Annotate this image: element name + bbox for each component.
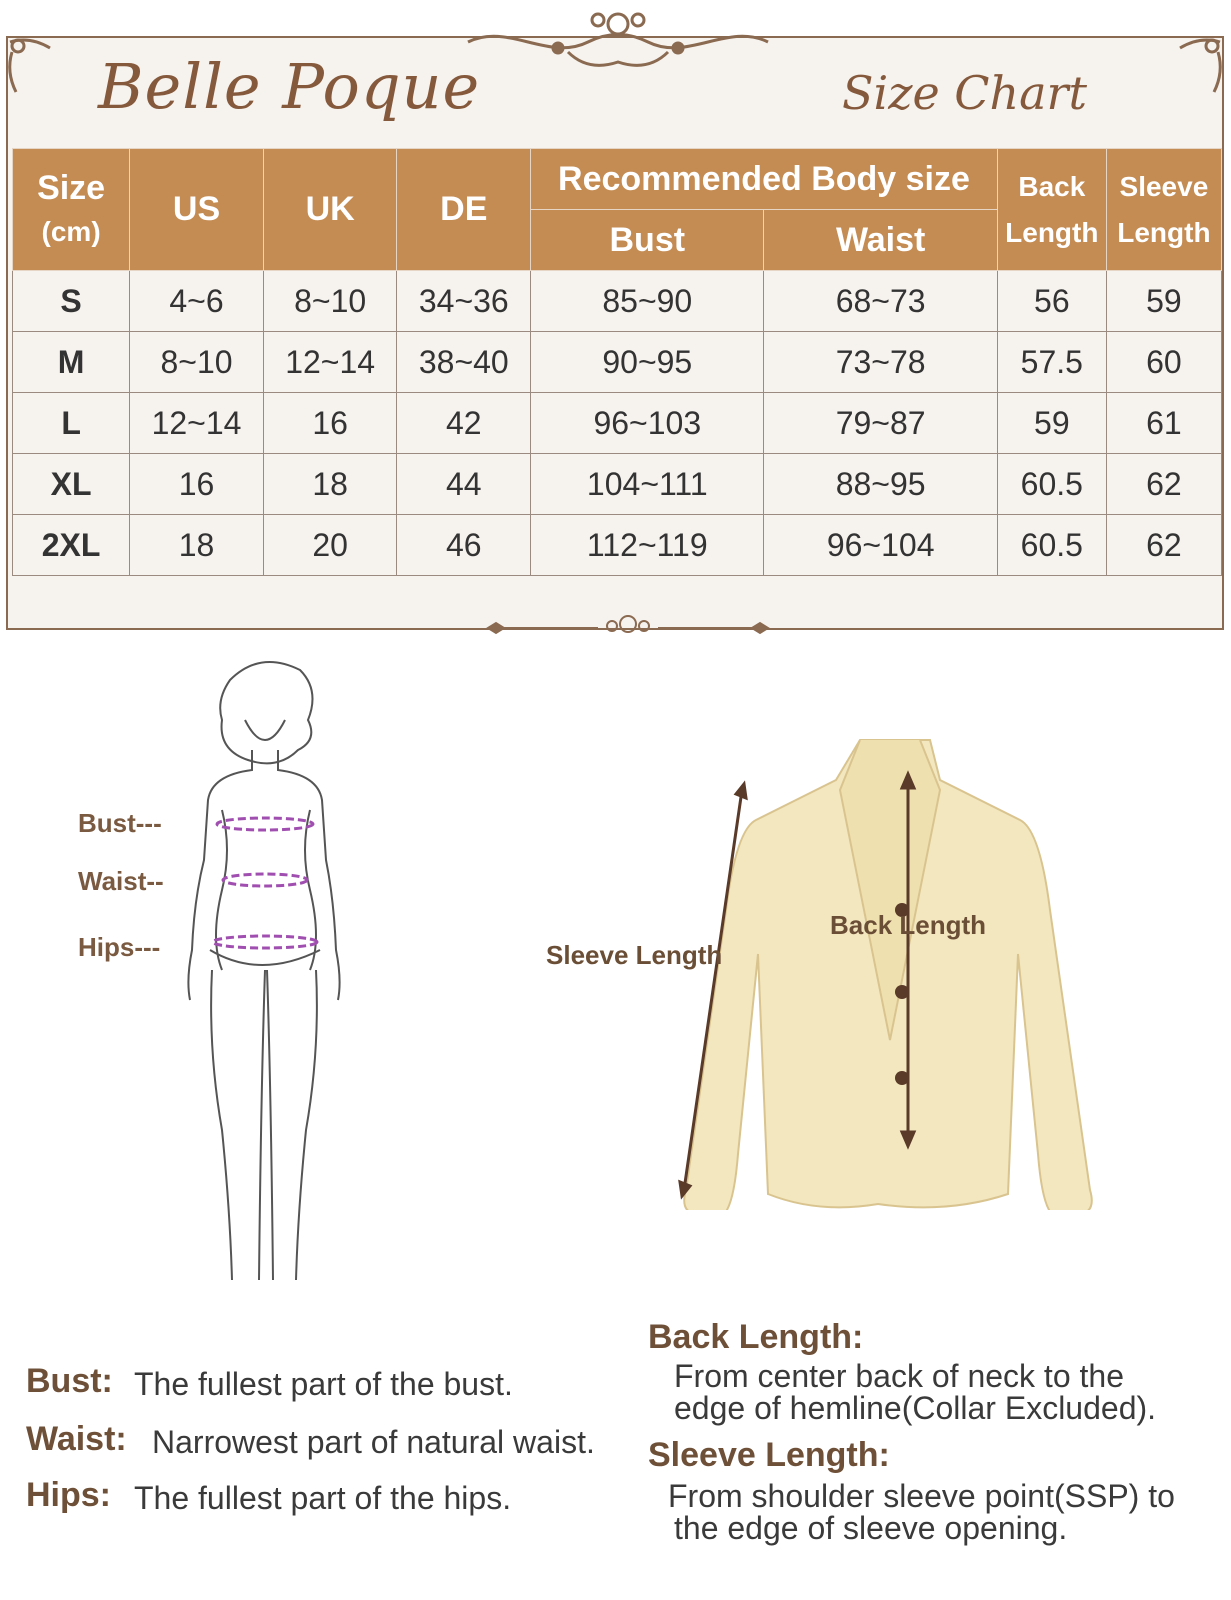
table-cell: 34~36 [397,271,531,332]
table-cell: 90~95 [531,332,764,393]
table-cell: 88~95 [764,454,997,515]
table-row [13,515,1222,576]
table-row [13,332,1222,393]
hips-label: Hips--- [78,932,161,962]
table-cell: 4~6 [130,271,264,332]
header-recommended: Recommended Body size [531,149,998,210]
table-cell: 79~87 [764,393,997,454]
page-title: Size Chart [842,66,1088,120]
header-us: US [130,149,264,271]
header-sleeve-label: Sleeve [1119,170,1209,202]
sleeve-length-definition-term: Sleeve Length: [648,1436,890,1474]
header-bust: Bust [531,210,764,271]
header-waist: Waist [764,210,997,271]
header-back-label: Back [1018,170,1086,202]
back-length-definition-term: Back Length: [648,1318,864,1356]
table-cell: 59 [997,393,1106,454]
corner-ornament-icon [4,32,64,102]
table-row [13,393,1222,454]
table-row [13,271,1222,332]
header-uk: UK [263,149,397,271]
table-cell: 61 [1106,393,1221,454]
table-row [13,454,1222,515]
table-cell: 18 [263,454,397,515]
header-size-unit: (cm) [41,215,101,247]
table-cell: 8~10 [130,332,264,393]
back-length-label: Back Length [830,910,987,940]
waist-label: Waist-- [78,866,164,896]
table-cell: 12~14 [130,393,264,454]
table-cell: 62 [1106,515,1221,576]
table-cell: 85~90 [531,271,764,332]
header-de: DE [397,149,531,271]
table-cell: 38~40 [397,332,531,393]
waist-definition-term: Waist: [26,1420,127,1458]
sleeve-length-definition-line-1: From shoulder sleeve point(SSP) to [668,1478,1175,1514]
back-length-definition-line-2: edge of hemline(Collar Excluded). [674,1390,1157,1426]
back-length-definition-line-1: From center back of neck to the [674,1358,1124,1394]
table-cell: 60.5 [997,454,1106,515]
table-cell: 68~73 [764,271,997,332]
table-cell: 8~10 [263,271,397,332]
header-back-label-2: Length [1005,216,1099,248]
table-cell: M [13,332,130,393]
table-cell: 60 [1106,332,1221,393]
size-table [12,148,1222,576]
hips-definition-text: The fullest part of the hips. [134,1480,512,1516]
bust-label: Bust--- [78,808,162,838]
table-cell: 44 [397,454,531,515]
header-size [13,149,130,271]
table-cell: 16 [130,454,264,515]
header-sleeve-length [1106,149,1221,271]
hips-definition-term: Hips: [26,1476,111,1514]
sleeve-length-label: Sleeve Length [546,940,723,970]
body-figure-illustration [170,650,360,1300]
header-sleeve-label-2: Length [1117,216,1211,248]
table-cell: 60.5 [997,515,1106,576]
bust-definition-term: Bust: [26,1362,113,1400]
table-cell: 42 [397,393,531,454]
table-cell: 96~103 [531,393,764,454]
waist-definition-text: Narrowest part of natural waist. [152,1424,595,1460]
table-cell: 73~78 [764,332,997,393]
corner-ornament-icon [1166,32,1226,102]
table-cell: 104~111 [531,454,764,515]
table-cell: 12~14 [263,332,397,393]
table-cell: 56 [997,271,1106,332]
bust-definition-text: The fullest part of the bust. [134,1366,513,1402]
table-cell: 112~119 [531,515,764,576]
table-cell: 46 [397,515,531,576]
table-cell: 16 [263,393,397,454]
header-size-label: Size [37,168,106,207]
table-cell: 59 [1106,271,1221,332]
cardigan-illustration [670,730,1110,1210]
table-cell: S [13,271,130,332]
table-cell: L [13,393,130,454]
table-cell: 2XL [13,515,130,576]
flourish-ornament-icon [448,2,788,82]
brand-logo: Belle Poque [98,50,481,123]
table-cell: 18 [130,515,264,576]
sleeve-length-definition-line-2: the edge of sleeve opening. [674,1510,1068,1546]
table-cell: XL [13,454,130,515]
table-cell: 20 [263,515,397,576]
table-cell: 96~104 [764,515,997,576]
divider-ornament-icon [478,608,778,648]
table-cell: 57.5 [997,332,1106,393]
header-back-length [997,149,1106,271]
table-cell: 62 [1106,454,1221,515]
